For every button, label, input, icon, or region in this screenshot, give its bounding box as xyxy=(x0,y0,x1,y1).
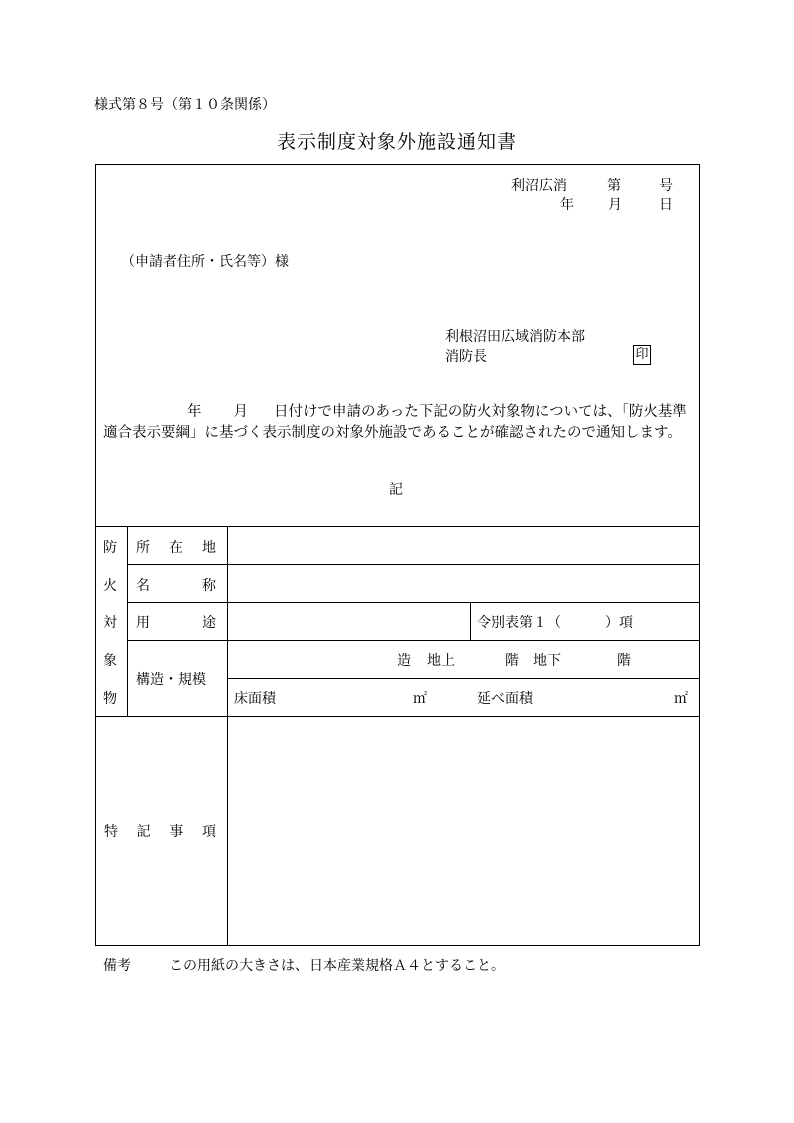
sender-position: 消防長 xyxy=(445,349,487,365)
body-month: 月 xyxy=(233,404,248,420)
table-top-line xyxy=(95,526,700,527)
ki-label: 記 xyxy=(389,482,403,498)
structure-zo: 造 xyxy=(397,653,411,669)
year-label: 年 xyxy=(560,197,574,213)
structure-kai-1: 階 xyxy=(505,653,519,669)
col-line-1 xyxy=(127,526,128,716)
document-title: 表示制度対象外施設通知書 xyxy=(276,131,517,153)
floor-area-unit: ㎡ xyxy=(413,691,427,707)
remarks-char-2: 記 xyxy=(136,824,151,840)
form-number: 様式第８号（第１０条関係） xyxy=(94,97,276,113)
dai-label: 第 xyxy=(607,178,621,194)
total-area-label: 延べ面積 xyxy=(477,691,533,707)
structure-kai-2: 階 xyxy=(617,653,631,669)
location-char-2: 在 xyxy=(169,540,183,556)
total-area-unit: ㎡ xyxy=(674,691,688,707)
remarks-label xyxy=(104,821,216,841)
ordinance-prefix: 令別表第１（ xyxy=(477,615,561,631)
seal-mark: 印 xyxy=(633,345,651,365)
body-year: 年 xyxy=(187,404,202,420)
group-char-5: 物 xyxy=(103,691,117,707)
note-label: 備考 xyxy=(103,958,131,974)
row-line-2 xyxy=(127,602,700,603)
remarks-char-4: 項 xyxy=(201,824,216,840)
group-char-4: 象 xyxy=(103,653,117,669)
floor-area-label: 床面積 xyxy=(234,691,276,707)
note-text: この用紙の大きさは、日本産業規格Ａ４とすること。 xyxy=(169,958,505,974)
location-label xyxy=(136,537,216,557)
row-line-1 xyxy=(127,564,700,565)
structure-above: 地上 xyxy=(427,653,455,669)
group-char-3: 対 xyxy=(103,615,117,631)
name-char-1: 名 xyxy=(136,578,150,594)
location-char-3: 地 xyxy=(202,540,216,556)
structure-below: 地下 xyxy=(533,653,561,669)
ordinance-suffix: ）項 xyxy=(605,615,633,631)
addressee: （申請者住所・氏名等）様 xyxy=(121,254,289,270)
group-char-1: 防 xyxy=(103,540,117,556)
col-line-ordinance xyxy=(470,602,471,640)
month-label: 月 xyxy=(608,197,622,213)
sender-organization: 利根沼田広域消防本部 xyxy=(445,329,585,345)
col-line-2 xyxy=(227,526,228,946)
name-char-2: 称 xyxy=(202,578,216,594)
location-char-1: 所 xyxy=(136,540,150,556)
structure-label: 構造・規模 xyxy=(136,672,206,688)
use-char-1: 用 xyxy=(136,615,150,631)
body-text: 日付けで申請のあった下記の防火対象物については、「防火基準適合表示要綱」に基づく表示制度の対象外施設であることが確認されたので通知します。 xyxy=(103,404,687,441)
office-prefix: 利沼広消 xyxy=(511,178,567,194)
row-line-3 xyxy=(127,640,700,641)
notice-body xyxy=(103,402,693,444)
remarks-char-3: 事 xyxy=(169,824,184,840)
remarks-char-1: 特 xyxy=(104,824,118,840)
use-label xyxy=(136,612,216,632)
group-char-2: 火 xyxy=(103,578,117,594)
name-label xyxy=(136,575,216,595)
table-bottom-line xyxy=(95,716,700,717)
row-line-4 xyxy=(227,678,700,679)
go-label: 号 xyxy=(659,178,673,194)
use-char-2: 途 xyxy=(202,615,216,631)
day-label: 日 xyxy=(659,197,673,213)
